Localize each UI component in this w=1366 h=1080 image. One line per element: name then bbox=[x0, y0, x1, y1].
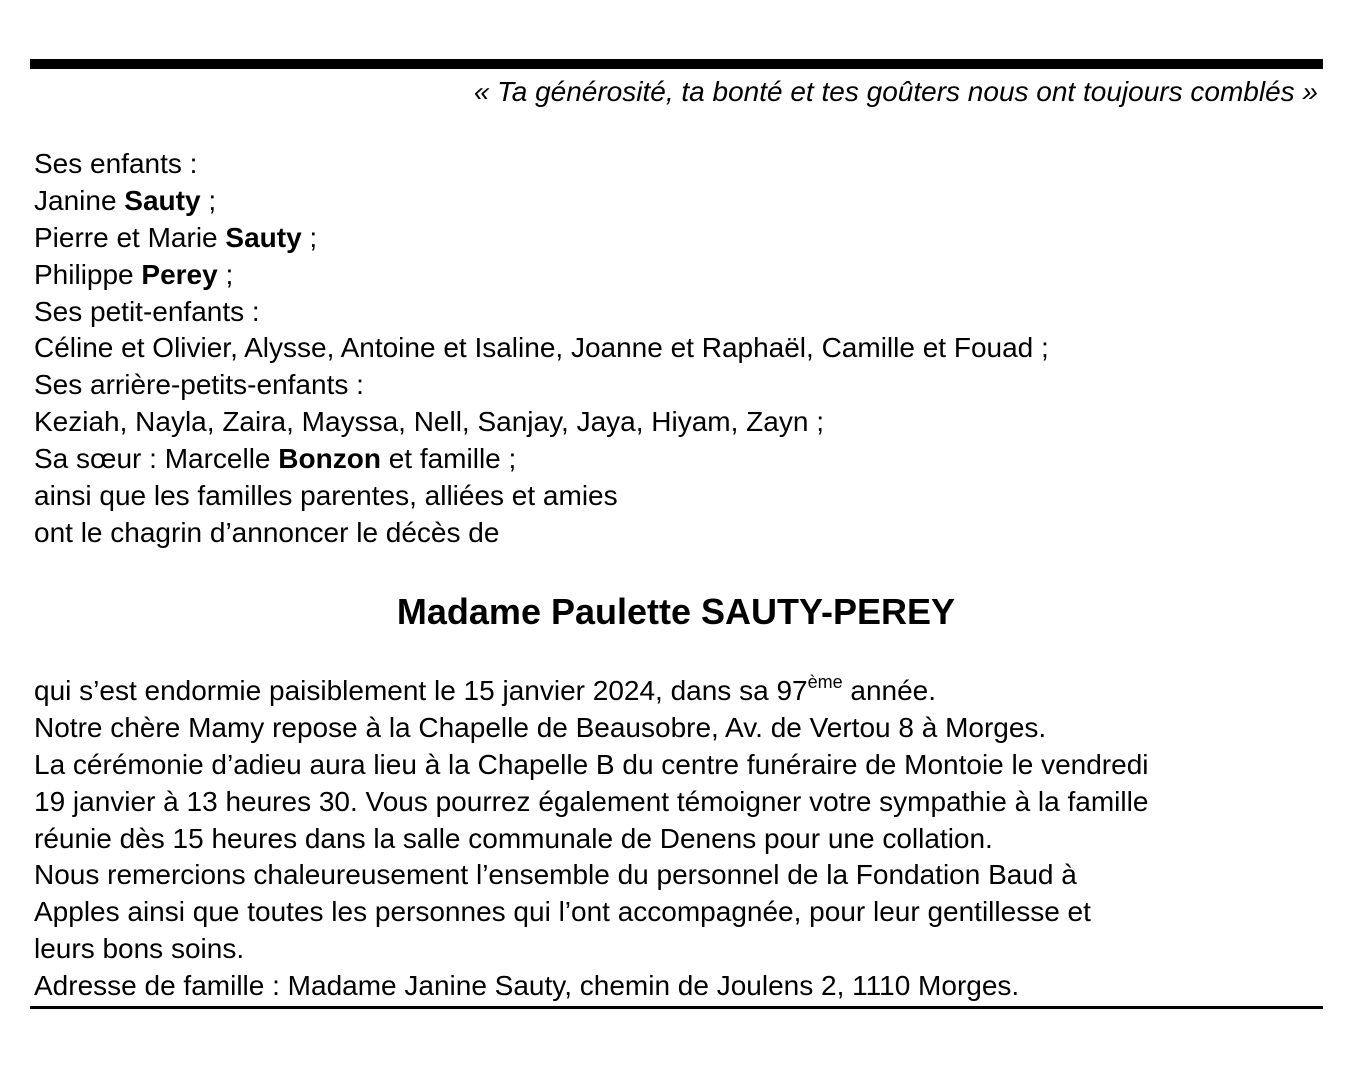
child-surname: Sauty bbox=[124, 184, 201, 216]
relatives-line: ainsi que les familles parentes, alliées et amies bbox=[34, 480, 618, 512]
great-grandchildren-names: Keziah, Nayla, Zaira, Mayssa, Nell, Sanjay, Jaya, Hiyam, Zayn ; bbox=[34, 406, 824, 438]
great-grandchildren-heading: Ses arrière-petits-enfants : bbox=[34, 369, 364, 401]
children-heading: Ses enfants : bbox=[34, 148, 198, 179]
ceremony-line: 19 janvier à 13 heures 30. Vous pourrez également témoigner votre sympathie à la famille bbox=[34, 785, 1149, 817]
sister-entry-end: et famille ; bbox=[380, 443, 517, 475]
top-divider bbox=[30, 59, 1323, 69]
thanks-line: leurs bons soins. bbox=[34, 933, 245, 965]
ordinal-suffix: ème bbox=[807, 672, 843, 692]
ceremony-line: La cérémonie d’adieu aura lieu à la Chapelle B du centre funéraire de Montoie le vendredi bbox=[34, 748, 1149, 780]
deceased-name-heading: Madame Paulette SAUTY-PEREY bbox=[396, 591, 956, 632]
sister-entry bbox=[34, 441, 1324, 478]
child-entry bbox=[34, 220, 1324, 257]
thanks-line: Apples ainsi que toutes les personnes qui l’ont accompagnée, pour leur gentillesse et bbox=[34, 896, 1091, 928]
repose-line: Notre chère Mamy repose à la Chapelle de Beausobre, Av. de Vertou 8 à Morges. bbox=[34, 711, 1047, 743]
bottom-divider bbox=[30, 1006, 1323, 1009]
family-list bbox=[34, 146, 1324, 552]
child-entry-end: ; bbox=[200, 184, 217, 216]
child-entry bbox=[34, 183, 1324, 220]
child-entry-end: ; bbox=[217, 258, 234, 290]
grandchildren-names: Céline et Olivier, Alysse, Antoine et Isaline, Joanne et Raphaël, Camille et Fouad ; bbox=[34, 332, 1049, 364]
details-text bbox=[34, 673, 1324, 1005]
child-given-names: Pierre et Marie bbox=[34, 221, 226, 253]
family-address-line: Adresse de famille : Madame Janine Sauty, chemin de Joulens 2, 1110 Morges. bbox=[34, 970, 1020, 1002]
death-text-end: année. bbox=[842, 675, 937, 706]
death-line bbox=[34, 673, 1324, 710]
child-surname: Perey bbox=[141, 258, 218, 290]
child-surname: Sauty bbox=[225, 221, 302, 253]
child-entry-end: ; bbox=[301, 221, 318, 253]
sister-surname: Bonzon bbox=[278, 443, 381, 475]
child-given-names: Philippe bbox=[34, 258, 142, 290]
child-given-names: Janine bbox=[34, 184, 125, 216]
epigraph-quote: « Ta générosité, ta bonté et tes goûters nous ont toujours comblés » bbox=[473, 76, 1318, 107]
ceremony-line: réunie dès 15 heures dans la salle communale de Denens pour une collation. bbox=[34, 822, 993, 854]
grandchildren-heading: Ses petit-enfants : bbox=[34, 295, 260, 327]
child-entry bbox=[34, 257, 1324, 294]
thanks-line: Nous remercions chaleureusement l’ensemble du personnel de la Fondation Baud à bbox=[34, 859, 1077, 891]
announcement-line: ont le chagrin d’annoncer le décès de bbox=[34, 516, 500, 548]
sister-given: Sa sœur : Marcelle bbox=[34, 443, 279, 475]
death-text: qui s’est endormie paisiblement le 15 janvier 2024, dans sa 97 bbox=[34, 675, 808, 706]
